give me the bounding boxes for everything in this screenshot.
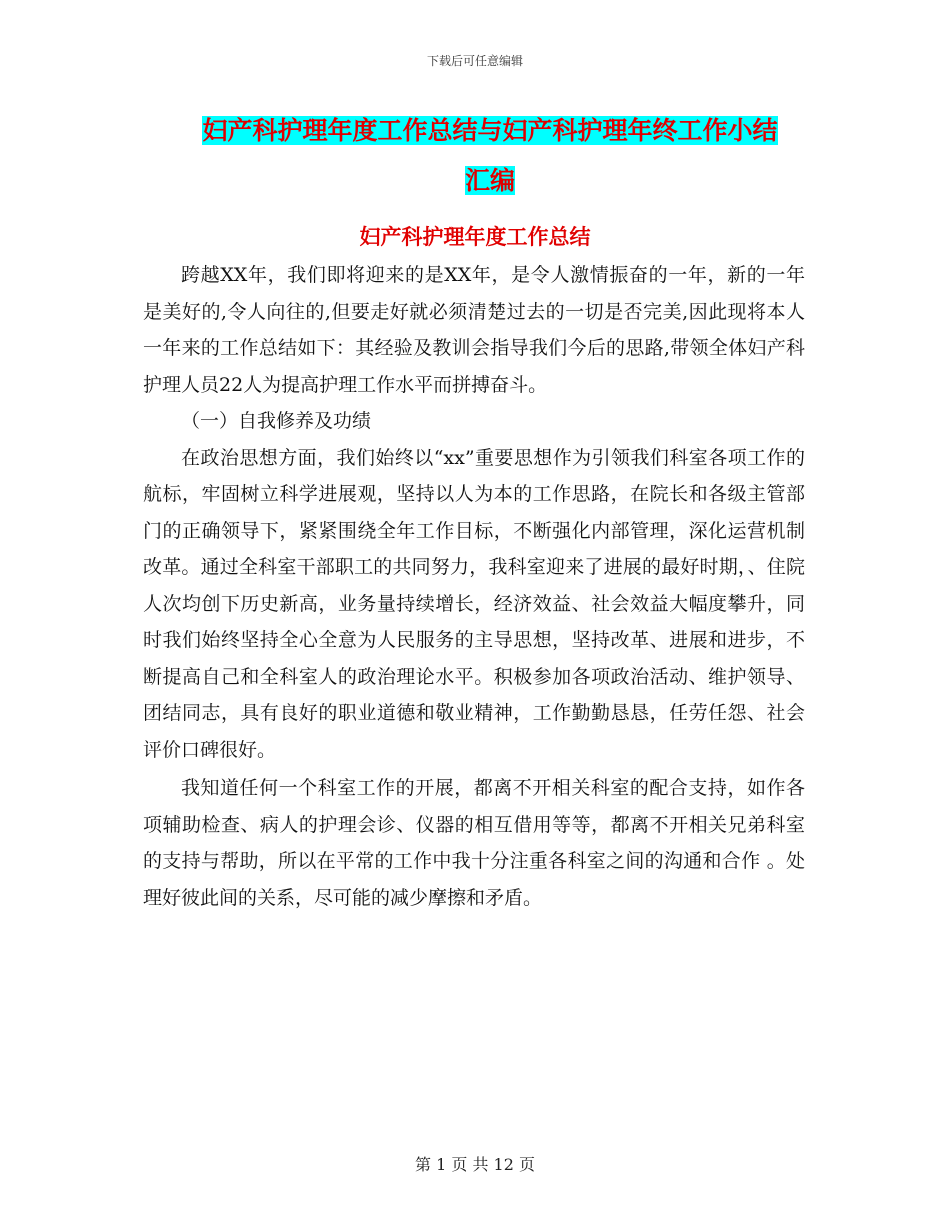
title-line-2: 汇编 [464, 166, 515, 195]
header-note: 下载后可任意编辑 [426, 54, 523, 68]
document-title [140, 106, 840, 206]
paragraph-political: 在政治思想方面，我们始终以“xx”重要思想作为引领我们科室各项工作的航标，牢固树立科学进展观，坚持以人为本的工作思路，在院长和各级主管部门的正确领导下，紧紧围绕全年工作目标，不断强化内部管理，深化运营机制改革。通过全科室干部职工的共同努力，我科室迎来了进展的最好时期，、住院人次均创下历史新高，业务量持续增长，经济效益、社会效益大幅度攀升，同时我们始终坚持全心全意为人民服务的主导思想，坚持改革、进展和进步，不断提高自己和全科室人的政治理论水平。积极参加各项政治活动、维护领导、团结同志，具有良好的职业道德和敬业精神，工作勤勤恳恳，任劳任怨、社会评价口碑很好。 [143, 446, 805, 761]
title-line-1: 妇产科护理年度工作总结与妇产科护理年终工作小结 [202, 116, 778, 145]
section-title: 妇产科护理年度工作总结 [359, 224, 591, 249]
body-text [143, 257, 805, 916]
page-footer: 第 1 页 共 12 页 [415, 1155, 535, 1174]
paragraph-intro: 跨越XX年，我们即将迎来的是XX年，是令人激情振奋的一年，新的一年是美好的,令人向往的,但要走好就必须清楚过去的一切是否完美,因此现将本人一年来的工作总结如下：其经验及教训会指导我们今后的思路,带领全体妇产科护理人员22人为提高护理工作水平而拼搏奋斗。 [143, 264, 805, 396]
subheading-self-cultivation: （一）自我修养及功绩 [181, 410, 372, 432]
paragraph-cooperation: 我知道任何一个科室工作的开展，都离不开相关科室的配合支持，如作各项辅助检查、病人的护理会诊、仪器的相互借用等等，都离不开相关兄弟科室的支持与帮助，所以在平常的工作中我十分注重各科室之间的沟通和合作 。处理好彼此间的关系，尽可能的减少摩擦和矛盾。 [143, 777, 805, 909]
